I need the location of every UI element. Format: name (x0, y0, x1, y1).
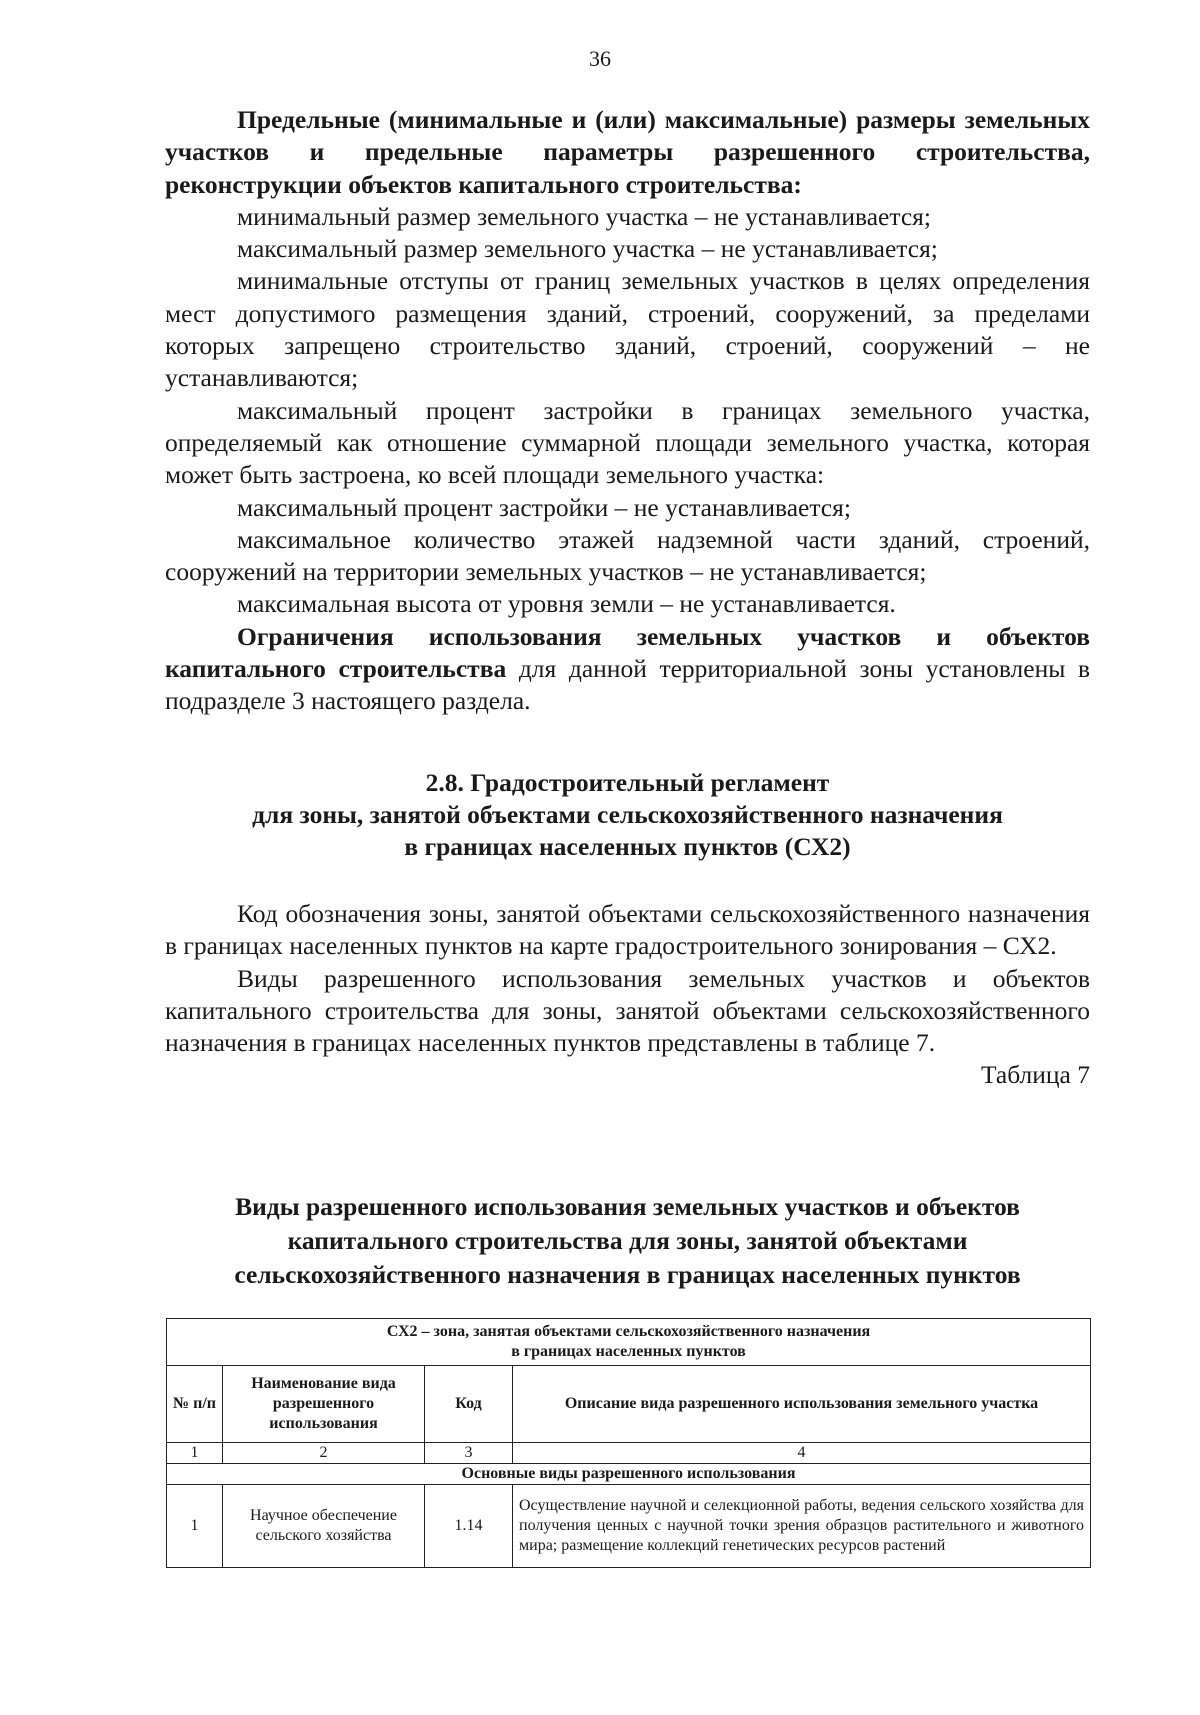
col-code-header: Код (425, 1366, 513, 1443)
column-index-row (167, 1443, 1091, 1464)
row-name: Научное обеспечение сельского хозяйства (223, 1485, 425, 1568)
page-number: 36 (589, 46, 611, 71)
table-title (165, 1190, 1090, 1292)
restrictions-paragraph (165, 621, 1090, 718)
section-limits (165, 104, 1090, 718)
column-header-row (167, 1366, 1091, 1443)
limits-item: максимальный процент застройки – не устанавливается; (237, 492, 851, 522)
col-index: 3 (425, 1443, 513, 1464)
table-title-line: Виды разрешенного использования земельных участков и объектов (235, 1192, 1020, 1221)
row-description: Осуществление научной и селекционной работы, ведения сельского хозяйства для получения ценных с научной точки зрения образцов растительного и животного мира; размещение коллекций генетических ресурсов растений (513, 1485, 1091, 1568)
col-num-header: № п/п (167, 1366, 223, 1443)
usage-types-table (166, 1318, 1091, 1568)
col-desc-header: Описание вида разрешенного использования земельного участка (513, 1366, 1091, 1443)
limits-item: максимальное количество этажей надземной части зданий, строений, сооружений на территории земельных участков – не устанавливается; (165, 524, 1090, 587)
col-index: 4 (513, 1443, 1091, 1464)
table-row (167, 1485, 1091, 1568)
limits-heading: Предельные (минимальные и (или) максимальные) размеры земельных участков и предельные параметры разрешенного строительства, реконструкции объектов капитального строительства: (165, 105, 1090, 199)
table-label: Таблица 7 (980, 1060, 1090, 1090)
section-intro (165, 898, 1090, 1092)
zone-header-line: в границах населенных пунктов (511, 1343, 746, 1360)
table-title-line: капитального строительства для зоны, занятой объектами (287, 1226, 968, 1255)
zone-header-cell (167, 1319, 1091, 1366)
zone-code-paragraph: Код обозначения зоны, занятой объектами сельскохозяйственного назначения в границах населенных пунктов на карте градостроительного зонирования – СХ2. (165, 899, 1090, 961)
col-index: 2 (223, 1443, 425, 1464)
restrictions-bold: Ограничения использования земельных участков и объектов капитального строительства (165, 621, 1090, 684)
group-main-header: Основные виды разрешенного использования (167, 1464, 1091, 1485)
limits-item: максимальная высота от уровня земли – не устанавливается. (237, 589, 896, 619)
section-heading-line: в границах населенных пунктов (СХ2) (404, 832, 851, 861)
col-name-header: Наименование вида разрешенного использования (223, 1366, 425, 1443)
limits-item: максимальный процент застройки в границах земельного участка, определяемый как отношение суммарной площади земельного участка, которая может быть застроена, ко всей площади земельного участка: (165, 395, 1090, 490)
zone-header-row (167, 1319, 1091, 1366)
row-num: 1 (167, 1485, 223, 1568)
restrictions-rest: для данной территориальной зоны установлены в подразделе 3 настоящего раздела. (165, 654, 1091, 716)
section-heading-line: для зоны, занятой объектами сельскохозяйственного назначения (252, 800, 1003, 829)
row-code: 1.14 (425, 1485, 513, 1568)
section-heading-line: 2.8. Градостроительный регламент (425, 768, 830, 797)
limits-item: минимальный размер земельного участка – не устанавливается; (237, 201, 931, 231)
limits-item: минимальные отступы от границ земельных участков в целях определения мест допустимого размещения зданий, строений, сооружений, за пределами которых запрещено строительство зданий, строений, сооружений – не устанавливаются; (165, 266, 1090, 393)
zone-header-line: СХ2 – зона, занятая объектами сельскохозяйственного назначения (386, 1323, 871, 1340)
col-index: 1 (167, 1443, 223, 1464)
group-header-row (167, 1464, 1091, 1485)
table-title-line: сельскохозяйственного назначения в границах населенных пунктов (234, 1260, 1021, 1289)
section-heading (165, 767, 1090, 863)
limits-item: максимальный размер земельного участка – не устанавливается; (237, 234, 938, 264)
usage-types-paragraph: Виды разрешенного использования земельных участков и объектов капитального строительства для зоны, занятой объектами сельскохозяйственного назначения в границах населенных пунктов представлены в таблице 7. (165, 963, 1090, 1058)
